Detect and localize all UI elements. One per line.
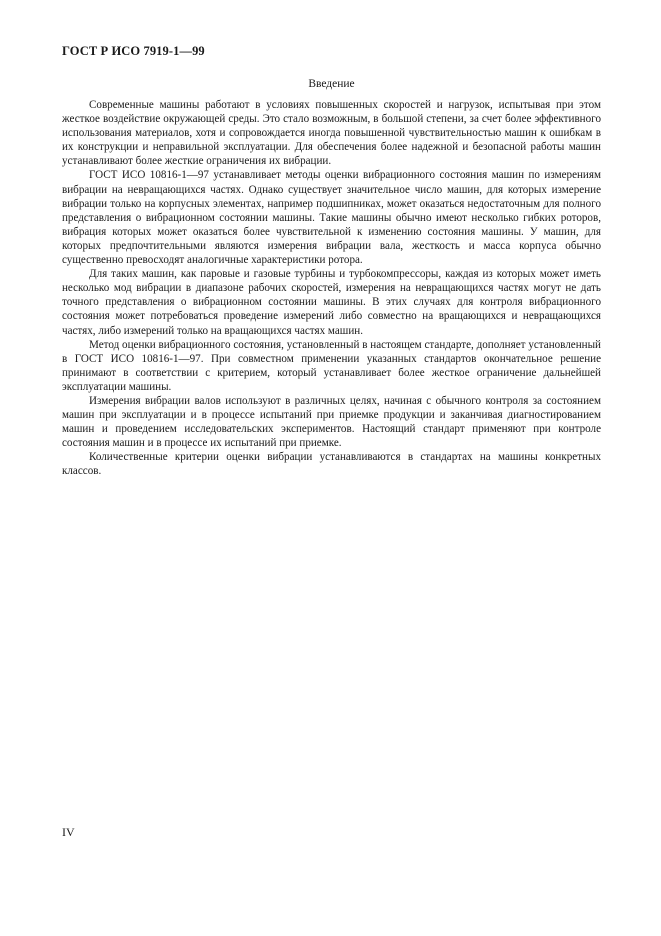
paragraph: Для таких машин, как паровые и газовые турбины и турбокомпрессоры, каждая из которых может иметь несколько мод вибрации в диапазоне рабочих скоростей, измерения на невращающихся частях могут не дать точного представления о вибрационном состоянии машины. В этих случаях для контроля вибрационного состояния может потребоваться проведение измерений либо совместно на вращающихся и невращающихся частях, либо измерений только на вращающихся частях машин.	[62, 268, 601, 337]
paragraph: ГОСТ ИСО 10816-1—97 устанавливает методы оценки вибрационного состояния машин по измерениям вибрации на невращающихся частях. Однако существует значительное число машин, для которых измерение вибрации только на корпусных элементах, например подшипниках, может оказаться недостаточным для полного представления о вибрационном состоянии машины. Такие машины обычно имеют несколько гибких роторов, вибрация которых может оказаться более чувствительной к изменению состояния машины. У машин, для которых предпочтительными являются измерения вибрации вала, жесткость и масса корпуса обычно существенно превосходят аналогичные характеристики ротора.	[62, 169, 601, 267]
body-text	[62, 98, 601, 479]
paragraph: Метод оценки вибрационного состояния, установленный в настоящем стандарте, дополняет установленный в ГОСТ ИСО 10816-1—97. При совместном применении указанных стандартов окончательное решение принимают в соответствии с критерием, который устанавливает более жесткое ограничение дальнейшей эксплуатации машины.	[62, 338, 601, 393]
section-title: Введение	[308, 78, 355, 90]
paragraph: Количественные критерии оценки вибрации устанавливаются в стандартах на машины конкретных классов.	[62, 451, 601, 478]
page-number: IV	[62, 825, 75, 839]
standard-code-header: ГОСТ Р ИСО 7919-1—99	[62, 44, 205, 58]
paragraph: Современные машины работают в условиях повышенных скоростей и нагрузок, испытывая при этом жесткое воздействие окружающей среды. Это стало возможным, в большой степени, за счет более эффективного использования материалов, хотя и сопровождается иногда повышенной чувствительностью машин к ошибкам в их конструкции и неправильной эксплуатации. Для обеспечения более надежной и безопасной работы машин устанавливают более жесткие ограничения их вибрации.	[62, 99, 601, 168]
paragraph: Измерения вибрации валов используют в различных целях, начиная с обычного контроля за состоянием машин при эксплуатации и в процессе испытаний при приемке продукции и заканчивая диагностированием машин и проведением исследовательских экспериментов. Настоящий стандарт применяют при контроле состояния машин и в процессе их испытаний при приемке.	[62, 394, 601, 450]
